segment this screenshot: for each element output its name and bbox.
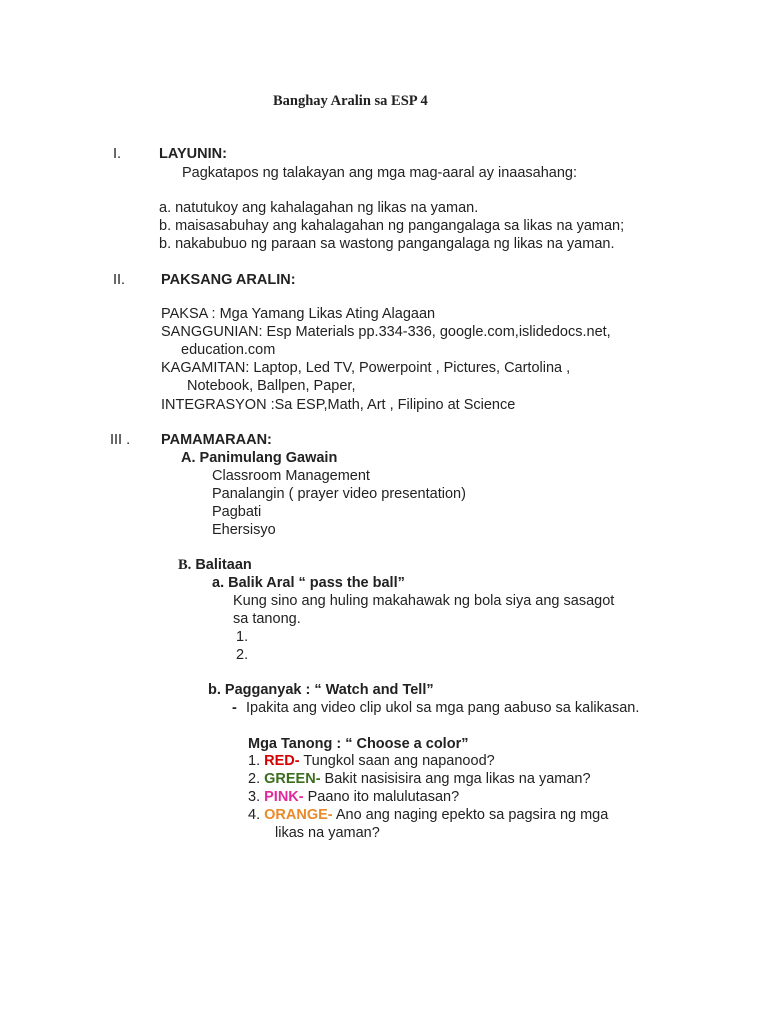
question-text: Paano ito malulutasan? [303,789,460,805]
objective-item: b. nakabubuo ng paraan sa wastong pangangalaga ng likas na yaman. [159,236,615,252]
list-item: Ehersisyo [212,522,276,538]
paksa-line: PAKSA : Mga Yamang Likas Ating Alagaan [161,306,436,322]
questions-heading: Mga Tanong : “ Choose a color” [248,736,469,752]
intro-text: Pagkatapos ng talakayan ang mga mag-aaral ay inaasahang: [182,165,577,181]
question-text: Bakit nasisisira ang mga likas na yaman? [320,771,591,787]
question-item [248,771,591,787]
sub-a-heading: a. Balik Aral “ pass the ball” [212,575,405,591]
part-b-letter: B. [178,557,192,573]
sub-b-text: Ipakita ang video clip ukol sa mga pang aabuso sa kalikasan. [246,700,640,716]
section-numeral: II. [113,272,126,288]
integrasyon-line: INTEGRASYON :Sa ESP,Math, Art , Filipino at Science [161,397,516,413]
numbered-blank: 1. [236,629,249,645]
list-item: Classroom Management [212,468,370,484]
sanggunian-continuation: education.com [181,342,276,358]
question-text: Tungkol saan ang napanood? [299,753,495,769]
section-heading: PAMAMARAAN: [161,432,272,448]
section-heading: LAYUNIN: [159,146,227,162]
sanggunian-line: SANGGUNIAN: Esp Materials pp.334-336, google.com,islidedocs.net, [161,324,611,340]
part-b-heading [178,557,252,574]
sub-a-text-continuation: sa tanong. [233,611,301,627]
objective-item: a. natutukoy ang kahalagahan ng likas na yaman. [159,200,479,216]
question-number: 4. [248,807,261,823]
section-numeral: I. [113,146,122,162]
section-heading: PAKSANG ARALIN: [161,272,296,288]
color-label-green: GREEN- [264,771,321,787]
question-number: 1. [248,753,261,769]
list-item: Pagbati [212,504,262,520]
document-title: Banghay Aralin sa ESP 4 [273,93,428,109]
section-numeral: III . [110,432,131,448]
sub-b-heading: b. Pagganyak : “ Watch and Tell” [208,682,434,698]
list-item: Panalangin ( prayer video presentation) [212,486,466,502]
part-a-heading: A. Panimulang Gawain [181,450,338,466]
color-label-orange: ORANGE- [264,807,333,823]
color-label-red: RED- [264,753,300,769]
question-item [248,753,495,769]
question-text: Ano ang naging epekto sa pagsira ng mga [332,807,609,823]
question-number: 2. [248,771,261,787]
color-label-pink: PINK- [264,789,304,805]
dash-bullet: - [232,700,237,716]
numbered-blank: 2. [236,647,249,663]
kagamitan-continuation: Notebook, Ballpen, Paper, [187,378,356,394]
question-item [248,789,459,805]
objective-item: b. maisasabuhay ang kahalagahan ng pangangalaga sa likas na yaman; [159,218,625,234]
question-continuation: likas na yaman? [275,825,380,841]
kagamitan-line: KAGAMITAN: Laptop, Led TV, Powerpoint , Pictures, Cartolina , [161,360,571,376]
question-item [248,807,608,823]
sub-a-text: Kung sino ang huling makahawak ng bola siya ang sasagot [233,593,615,609]
question-number: 3. [248,789,261,805]
part-b-title: Balitaan [195,557,252,573]
